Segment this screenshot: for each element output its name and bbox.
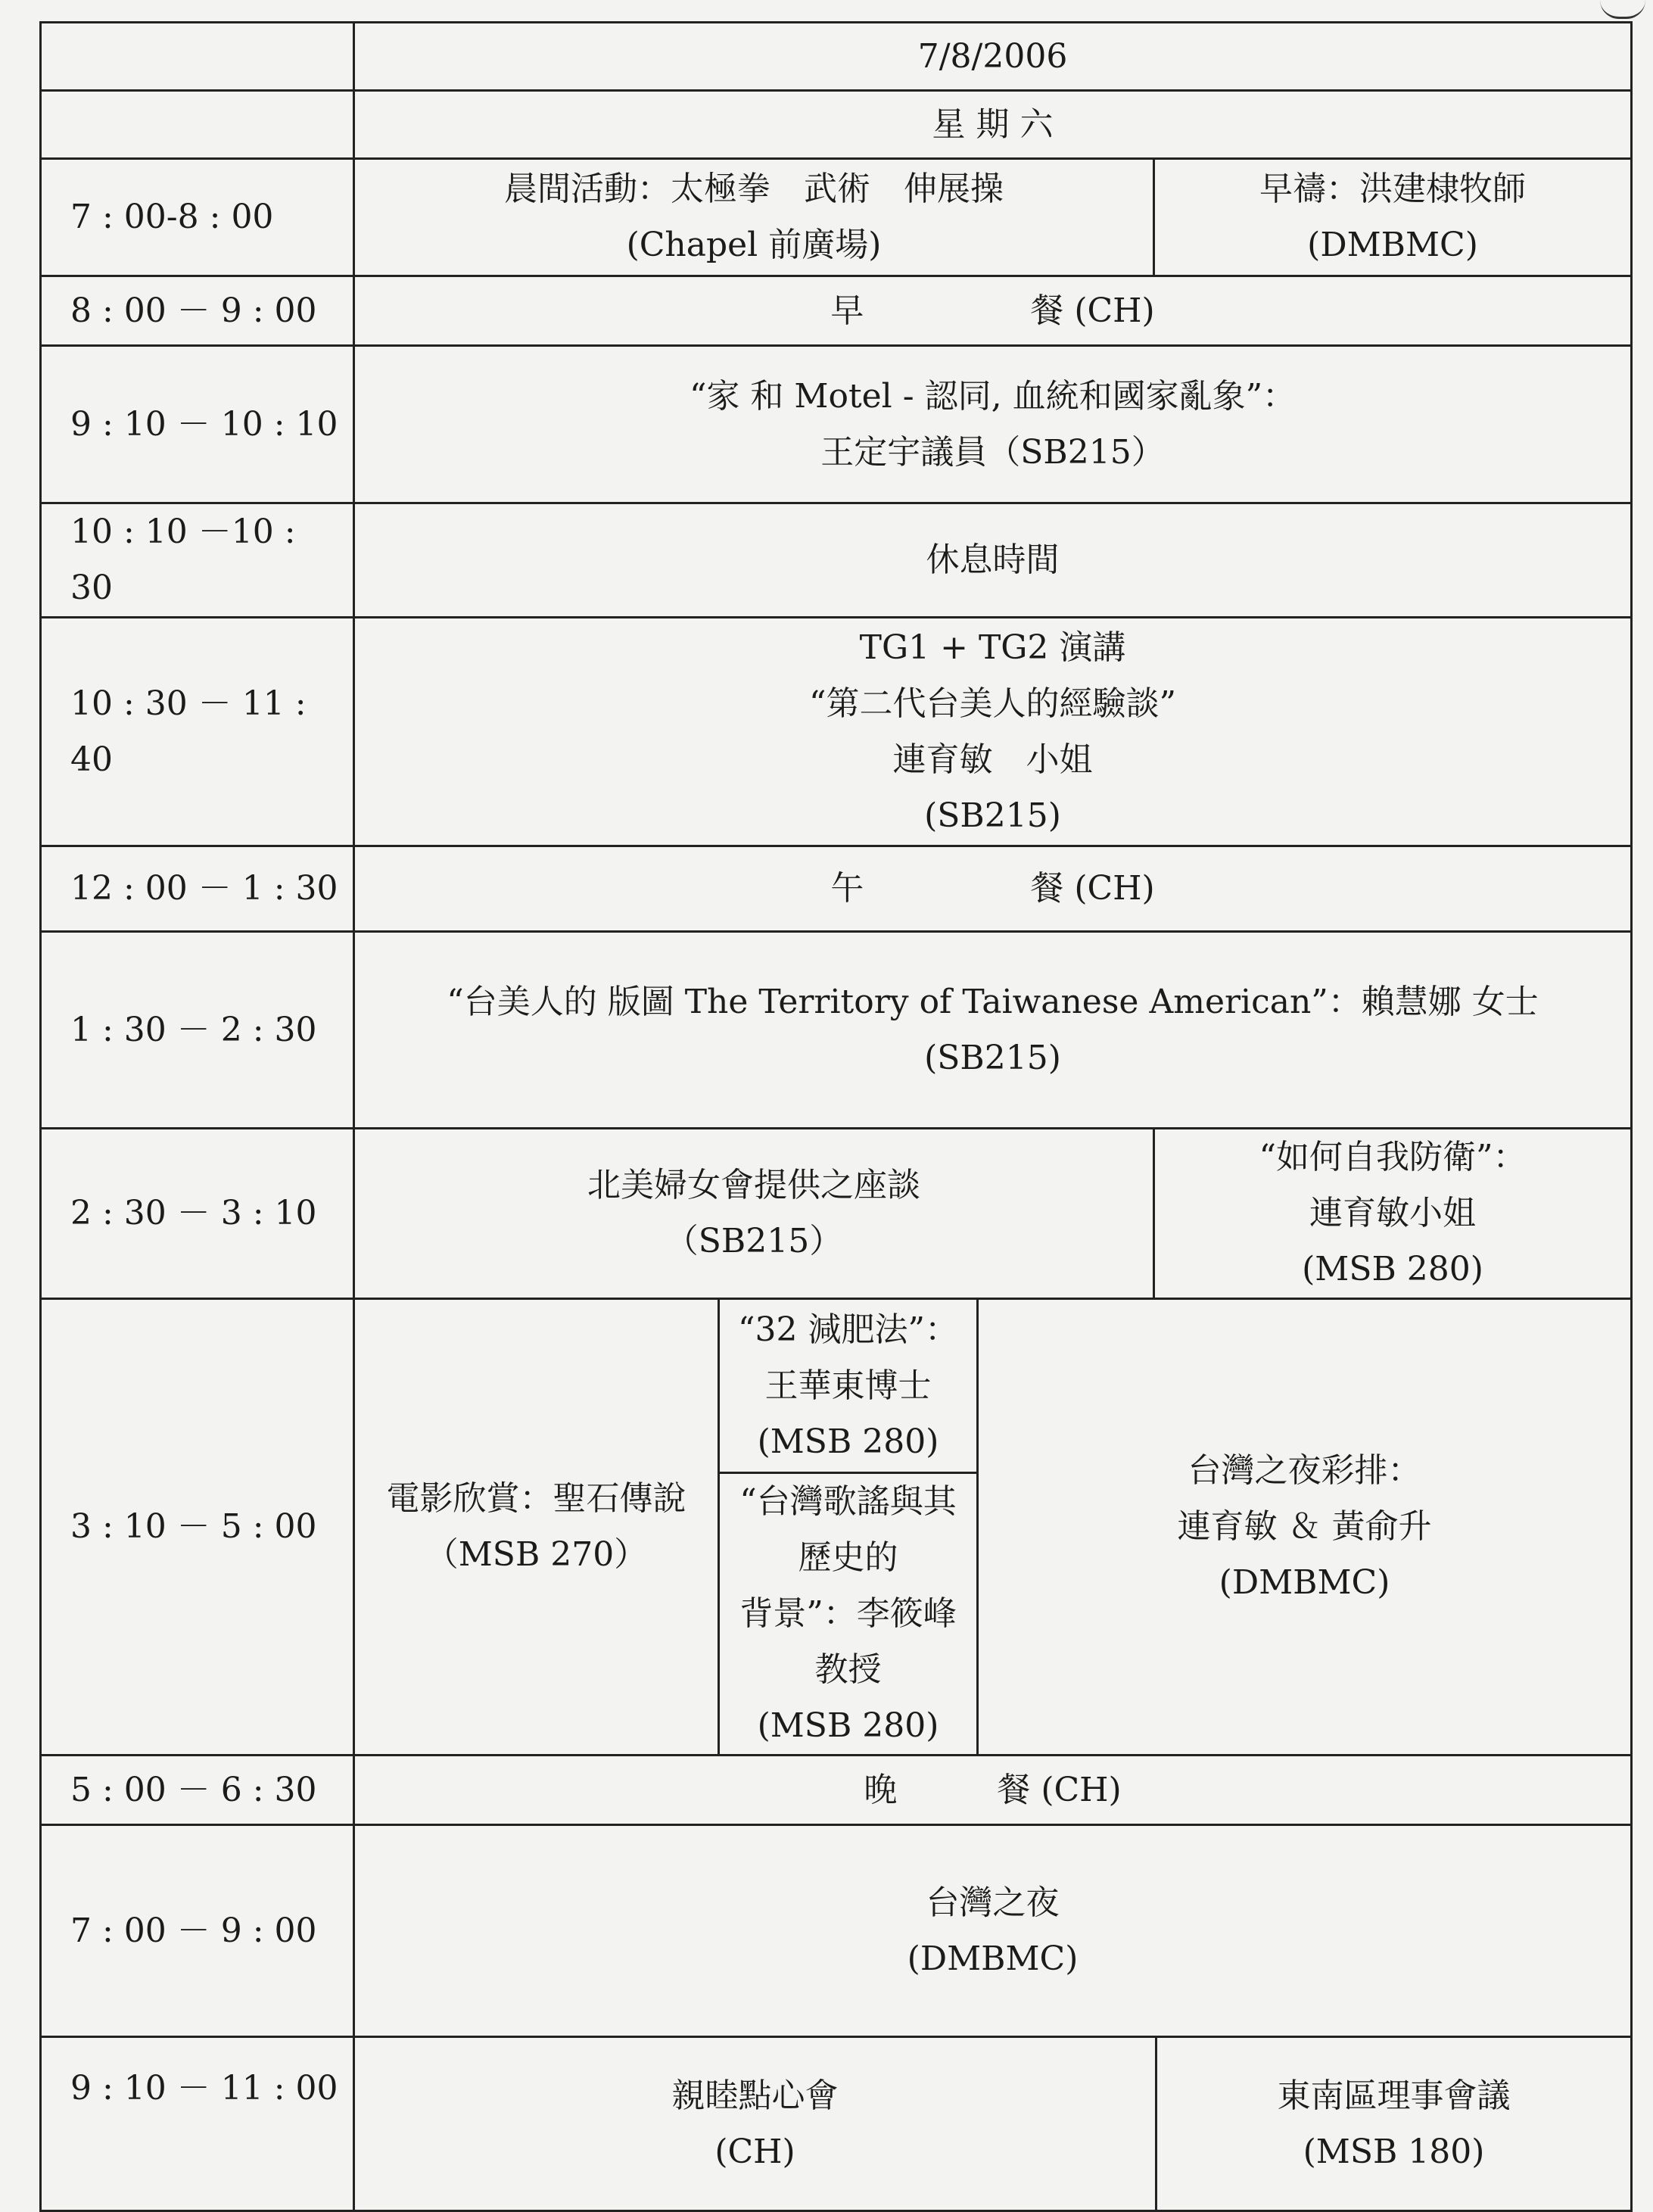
tg-talk-heading: TG1 + TG2 演講	[859, 628, 1126, 667]
tg-talk-title: “第二代台美人的經驗談”	[809, 684, 1177, 723]
songs-talk-cell	[719, 1473, 978, 1756]
time-blank-top	[41, 23, 354, 91]
weekday-cell	[354, 91, 1632, 159]
date-cell	[354, 23, 1632, 91]
time-cell: 8 : 00 － 9 : 00	[41, 276, 354, 346]
weekday: 星 期 六	[932, 104, 1054, 144]
diet-talk-cell	[719, 1299, 978, 1473]
time-cell: 3 : 10 － 5 : 00	[41, 1299, 354, 1756]
self-defense-cell	[1154, 1129, 1632, 1299]
social-location: (CH)	[714, 2132, 795, 2171]
break-cell: 休息時間	[354, 503, 1632, 618]
songs-talk-title: “台灣歌謠與其歷史的	[739, 1482, 957, 1577]
taiwan-night-cell	[354, 1825, 1632, 2037]
time-cell: 5 : 00 － 6 : 30	[41, 1756, 354, 1825]
board-meeting-location: (MSB 180)	[1303, 2132, 1485, 2171]
taiwan-night-location: (DMBMC)	[907, 1939, 1079, 1978]
time-cell: 9 : 10 － 11 : 00	[41, 2037, 354, 2211]
corner-pen-mark	[1600, 0, 1645, 19]
tg-talk-cell	[354, 618, 1632, 846]
movie-title: 電影欣賞：聖石傳說	[386, 1479, 686, 1518]
dinner-cell: 晚 餐 (CH)	[354, 1756, 1632, 1825]
time-cell: 1 : 30 － 2 : 30	[41, 932, 354, 1129]
morning-prayer-cell	[1154, 159, 1632, 276]
morning-activity-location: (Chapel 前廣場)	[626, 226, 882, 264]
women-forum-cell	[354, 1129, 1154, 1299]
tg-talk-location: (SB215)	[924, 796, 1061, 835]
breakfast-cell: 早 餐 (CH)	[354, 276, 1632, 346]
morning-prayer-location: (DMBMC)	[1307, 226, 1478, 264]
schedule-table	[39, 21, 1633, 2212]
time-cell: 7 : 00-8 : 00	[41, 159, 354, 276]
self-defense-speaker: 連育敏小姐	[1309, 1194, 1477, 1232]
morning-activity-cell	[354, 159, 1154, 276]
talk-motel-cell	[354, 346, 1632, 503]
talk-motel-title: “家 和 Motel - 認同, 血統和國家亂象”：	[689, 376, 1297, 416]
self-defense-location: (MSB 280)	[1302, 1250, 1483, 1288]
songs-talk-speaker: 背景”：李筱峰教授	[739, 1594, 957, 1689]
diet-talk-location: (MSB 280)	[757, 1422, 939, 1461]
movie-location: （MSB 270）	[425, 1535, 648, 1574]
time-cell: 10 : 10 －10 : 30	[41, 503, 354, 618]
time-cell: 9 : 10 － 10 : 10	[41, 346, 354, 503]
talk-motel-speaker: 王定宇議員（SB215）	[820, 432, 1165, 472]
self-defense-title: “如何自我防衛”：	[1259, 1138, 1527, 1176]
taiwan-night-title: 台灣之夜	[926, 1883, 1060, 1922]
rehearsal-location: (DMBMC)	[1219, 1563, 1390, 1602]
movie-cell	[354, 1299, 719, 1756]
board-meeting-cell	[1156, 2037, 1632, 2211]
social-cell	[354, 2037, 1156, 2211]
morning-prayer-title: 早禱：洪建棣牧師	[1259, 170, 1527, 208]
time-cell: 7 : 00 － 9 : 00	[41, 1825, 354, 2037]
rehearsal-speakers: 連育敏 ＆ 黃俞升	[1177, 1507, 1432, 1546]
territory-talk-title: “台美人的 版圖 The Territory of Taiwanese American”：賴慧娜 女士	[447, 982, 1539, 1021]
lunch-cell: 午 餐 (CH)	[354, 846, 1632, 932]
rehearsal-title: 台灣之夜彩排：	[1188, 1451, 1421, 1490]
morning-activity-title: 晨間活動：太極拳 武術 伸展操	[504, 170, 1004, 208]
diet-talk-title: “32 減肥法”：	[738, 1310, 958, 1349]
women-forum-title: 北美婦女會提供之座談	[587, 1166, 920, 1204]
diet-talk-speaker: 王華東博士	[764, 1366, 932, 1405]
social-title: 親睦點心會	[671, 2076, 839, 2115]
time-cell: 10 : 30 － 11 : 40	[41, 618, 354, 846]
territory-talk-location: (SB215)	[924, 1038, 1061, 1077]
women-forum-location: （SB215）	[665, 1222, 843, 1260]
territory-talk-cell	[354, 932, 1632, 1129]
tg-talk-speaker: 連育敏 小姐	[892, 740, 1093, 779]
time-blank-weekday	[41, 91, 354, 159]
board-meeting-title: 東南區理事會議	[1277, 2076, 1511, 2115]
time-cell: 12 : 00 － 1 : 30	[41, 846, 354, 932]
time-cell: 2 : 30 － 3 : 10	[41, 1129, 354, 1299]
songs-talk-location: (MSB 280)	[757, 1706, 939, 1745]
date: 7/8/2006	[917, 36, 1068, 76]
rehearsal-cell	[978, 1299, 1632, 1756]
